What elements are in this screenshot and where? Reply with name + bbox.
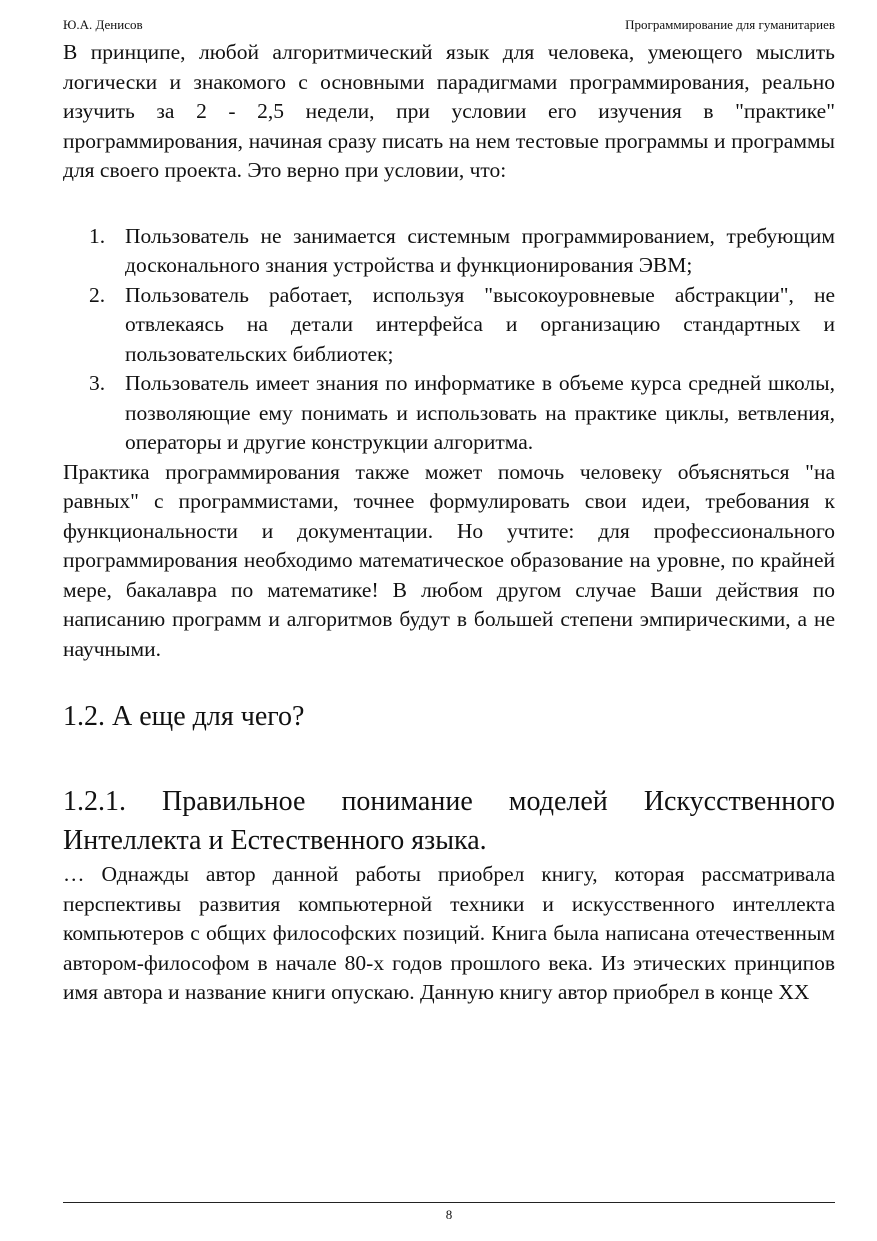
list-item-number: 3. — [89, 371, 106, 395]
document-page — [63, 0, 835, 1241]
list-item-text: Пользователь имеет знания по информатике в объеме курса средней школы, позволяющие ему понимать и использовать на практике циклы, ветвления, операторы и другие конструкции алгоритма. — [125, 371, 835, 454]
section-heading: 1.2. А еще для чего? — [63, 701, 305, 732]
footer-divider — [63, 1202, 835, 1203]
list-item-number: 2. — [89, 282, 106, 307]
list-item-text: Пользователь работает, используя "высокоуровневые абстракции", не отвлекаясь на детали интерфейса и организацию стандартных и пользовательских библиотек; — [125, 282, 835, 366]
list-item — [63, 369, 835, 458]
practice-paragraph: Практика программирования также может помочь человеку объясняться "на равных" с программистами, точнее формулировать свои идеи, требования к функциональности и документации. Но учтите: для профессионального программирования необходимо математическое образование на уровне, по крайней мере, бакалавра по математике! В любом другом случае Ваши действия по написанию программ и алгоритмов будут в большей степени эмпирическими, а не научными. — [63, 459, 835, 661]
page-content — [63, 38, 835, 1008]
list-item — [63, 281, 835, 370]
story-paragraph: … Однажды автор данной работы приобрел книгу, которая рассматривала перспективы развития компьютерной техники и искусственного интеллекта компьютеров с общих философских позиций. Книга была написана отечественным автором-философом в начале 80-х годов прошлого века. Из этических принципов имя автора и название книги опускаю. Данную книгу автор приобрел в конце XX — [63, 862, 835, 1004]
header-author: Ю.А. Денисов — [63, 17, 143, 32]
conditions-list — [63, 222, 835, 458]
intro-paragraph: В принципе, любой алгоритмический язык для человека, умеющего мыслить логически и знакомого с основными парадигмами программирования, реально изучить за 2 - 2,5 недели, при условии его изучения в "практике" программирования, начиная сразу писать на нем тестовые программы и программы для своего проекта. Это верно при условии, что: — [63, 40, 835, 182]
page-number: 8 — [445, 1207, 453, 1222]
list-item — [63, 222, 835, 281]
header-book-title: Программирование для гуманитариев — [625, 17, 835, 32]
subsection-heading: 1.2.1. Правильное понимание моделей Искусственного Интеллекта и Естественного языка. — [63, 786, 835, 856]
list-item-text: Пользователь не занимается системным программированием, требующим досконального знания устройства и функционирования ЭВМ; — [125, 223, 835, 277]
list-item-number: 1. — [89, 223, 106, 248]
running-header — [63, 16, 835, 34]
